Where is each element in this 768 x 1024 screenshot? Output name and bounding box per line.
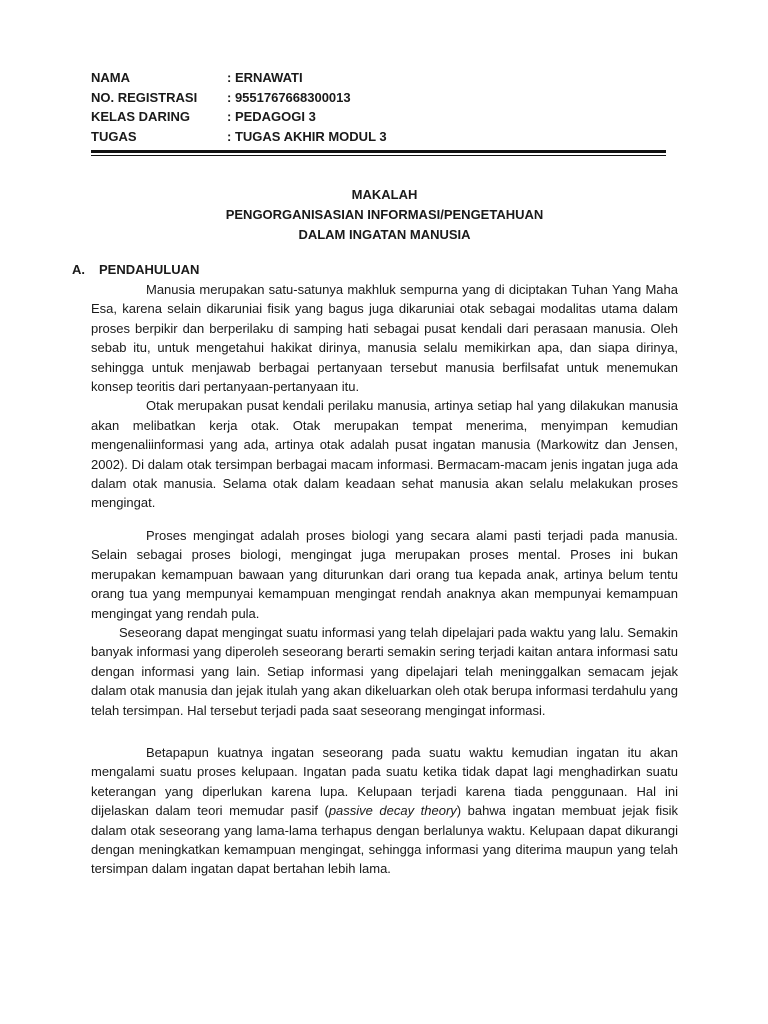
info-label: NO. REGISTRASI bbox=[91, 89, 198, 105]
document-title bbox=[91, 185, 678, 245]
header-divider-thin bbox=[91, 155, 666, 156]
info-row-nama bbox=[91, 68, 681, 88]
paragraph-3: Proses mengingat adalah proses biologi yang secara alami pasti terjadi pada manusia. Selain sebagai proses biologi, mengingat juga merupakan proses mental. Proses ini bukan merupakan kemampuan bawaan yang diturunkan dari orang tua kepada anak, artinya belum tentu orang tua yang mempunyai kemampuan mengingat rendah anaknya akan mempunyai kemampuan mengingat yang rendah pula. bbox=[91, 528, 678, 621]
header-divider-thick bbox=[91, 150, 666, 153]
body-block-1 bbox=[91, 280, 678, 513]
paragraph-5 bbox=[91, 743, 678, 879]
info-label: TUGAS bbox=[91, 128, 137, 144]
paragraph-4: Seseorang dapat mengingat suatu informasi yang telah dipelajari pada waktu yang lalu. Semakin banyak informasi yang diperoleh seseorang berarti semakin sering terjadi kaitan antara informasi satu dengan informasi yang lain. Setiap informasi yang dipelajari telah meninggalkan semacam jejak dalam otak manusia dan jejak itulah yang akan dikeluarkan oleh otak berupa informasi terdahulu yang telah tersimpan. Hal tersebut terjadi pada saat seseorang mengingat informasi. bbox=[91, 625, 678, 718]
title-line-1: MAKALAH bbox=[351, 187, 418, 202]
paragraph-5-text-after: ) bahwa ingatan membuat jejak fisik dalam otak seseorang yang lama-lama terhapus dengan berlalunya waktu. Kelupaan dapat dikurangi dengan meningkatkan kemampuan mengingat, sehingga informasi yang diterima maupun yang telah tersimpan dalam ingatan dapat bertahan lebih lama. bbox=[91, 803, 678, 877]
title-line-2: PENGORGANISASIAN INFORMASI/PENGETAHUAN bbox=[225, 207, 544, 222]
paragraph-5-italic-term: passive decay theory bbox=[328, 803, 457, 819]
info-row-kelas bbox=[91, 107, 681, 127]
title-line-3: DALAM INGATAN MANUSIA bbox=[298, 227, 471, 242]
student-info-header bbox=[91, 68, 681, 146]
section-title: PENDAHULUAN bbox=[99, 262, 200, 277]
info-value: : TUGAS AKHIR MODUL 3 bbox=[227, 128, 387, 144]
info-row-registrasi bbox=[91, 88, 681, 108]
info-row-tugas bbox=[91, 127, 681, 147]
body-block-2 bbox=[91, 526, 678, 720]
info-label: KELAS DARING bbox=[91, 109, 190, 124]
body-block-3 bbox=[91, 743, 678, 879]
paragraph-2: Otak merupakan pusat kendali perilaku manusia, artinya setiap hal yang dilakukan manusia akan melibatkan kerja otak. Otak merupakan tempat menerima, menyimpan kemudian mengenaliinformasi yang ada, artinya otak adalah pusat ingatan manusia (Markowitz dan Jensen, 2002). Di dalam otak tersimpan berbagai macam informasi. Bermacam-macam jenis ingatan juga ada dalam otak manusia. Selama otak dalam keadaan sehat manusia akan selalu melakukan proses mengingat. bbox=[91, 398, 678, 511]
section-letter: A. bbox=[72, 262, 85, 277]
info-value: : ERNAWATI bbox=[227, 70, 303, 85]
info-value: : PEDAGOGI 3 bbox=[227, 109, 316, 124]
paragraph-1: Manusia merupakan satu-satunya makhluk sempurna yang di diciptakan Tuhan Yang Maha Esa, karena selain dikaruniai fisik yang bagus juga dikaruniai otak sebagai modalitas utama dalam proses berpikir dan berperilaku di samping hati sebagai pusat kendali dari perasaan manusia. Oleh sebab itu, untuk mengetahui hakikat dirinya, manusia selalu memikirkan apa, dan siapa dirinya, sehingga untuk menjawab berbagai pertanyaan tersebut manusia berfilsafat untuk menemukan konsep teoritis dari pertanyaan-pertanyaan itu. bbox=[91, 282, 678, 395]
info-label: NAMA bbox=[91, 70, 130, 85]
paragraph-5-text-before: Betapapun kuatnya ingatan seseorang pada suatu waktu kemudian ingatan itu akan mengalami suatu proses kelupaan. Ingatan pada suatu ketika tidak dapat lagi menghadirkan suatu keterangan yang diperlukan karena lupa. Kelupaan terjadi karena tiada penggunaan. Hal ini dijelaskan dalam teori memudar pasif ( bbox=[91, 745, 678, 819]
section-heading bbox=[72, 262, 199, 277]
info-value: : 9551767668300013 bbox=[227, 89, 351, 105]
